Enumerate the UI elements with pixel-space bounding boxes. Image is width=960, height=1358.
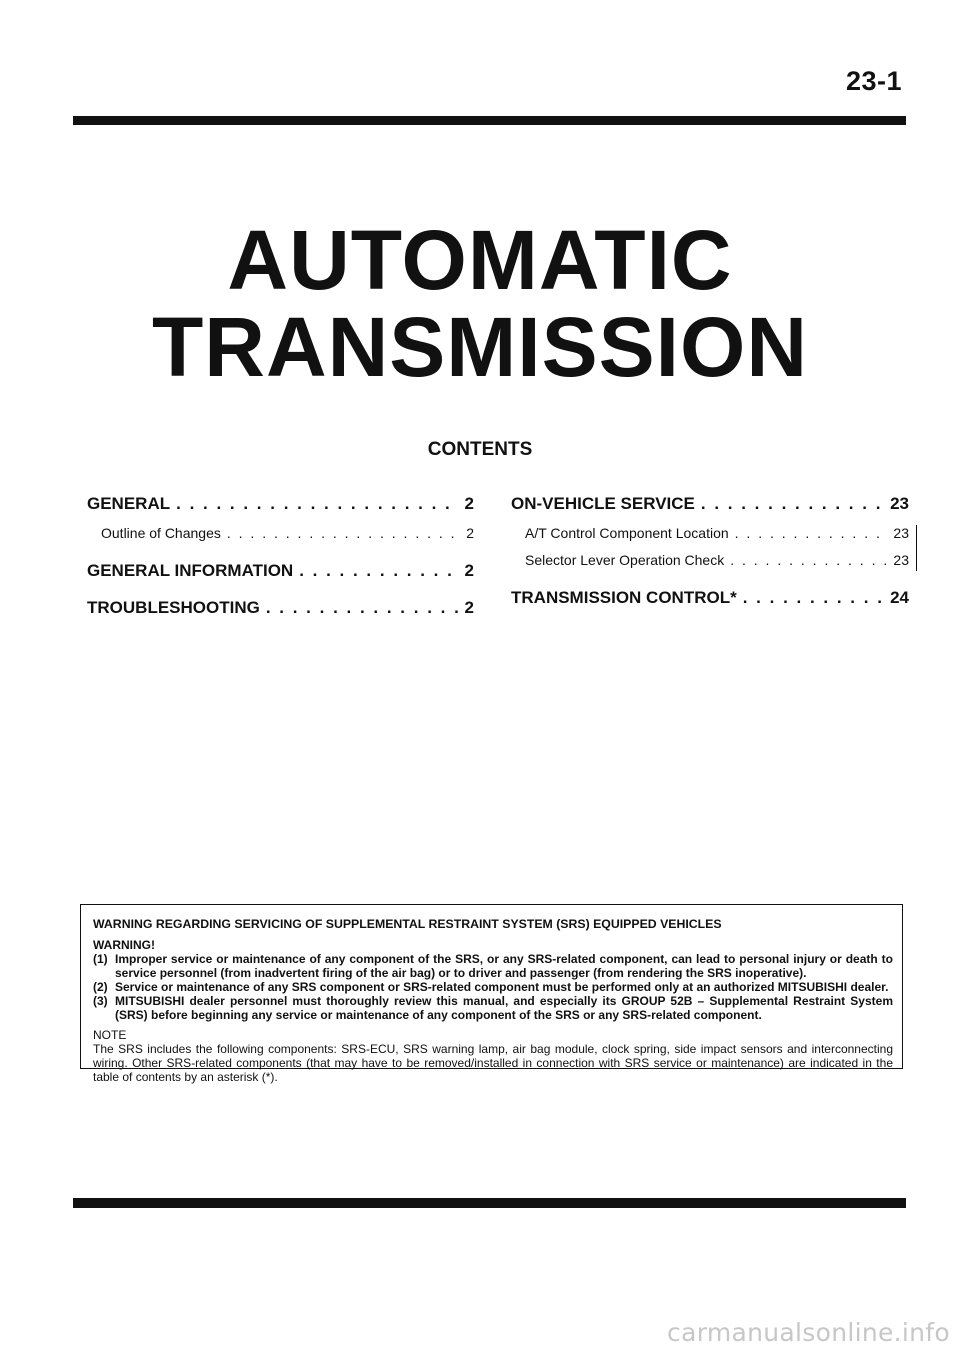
bottom-rule bbox=[73, 1198, 906, 1208]
toc-entry-label: TRANSMISSION CONTROL* bbox=[511, 588, 737, 607]
toc-leader-dots bbox=[730, 552, 887, 568]
watermark: carmanualsonline.info bbox=[667, 1318, 950, 1347]
warning-item-number: (3) bbox=[93, 994, 108, 1008]
toc-entry-label: GENERAL INFORMATION bbox=[87, 561, 294, 580]
title-line-1: AUTOMATIC bbox=[227, 213, 733, 307]
toc-entry-page: 23 bbox=[893, 552, 909, 568]
toc-leader-dots bbox=[299, 561, 458, 581]
warning-item-number: (2) bbox=[93, 980, 108, 994]
toc-entry-page: 2 bbox=[464, 494, 474, 513]
title-line-2: TRANSMISSION bbox=[151, 300, 809, 394]
toc-entry[interactable] bbox=[87, 525, 474, 541]
toc-leader-dots bbox=[227, 525, 460, 541]
toc-entry[interactable] bbox=[87, 561, 474, 581]
toc-entry-page: 2 bbox=[466, 525, 474, 541]
toc-bracket bbox=[916, 525, 923, 571]
toc-entry-page: 24 bbox=[890, 588, 909, 607]
page-number: 23-1 bbox=[845, 66, 902, 96]
toc-entry[interactable] bbox=[511, 552, 909, 568]
note-label: NOTE bbox=[93, 1028, 127, 1042]
warning-item bbox=[93, 952, 893, 980]
toc-entry-page: 2 bbox=[464, 561, 474, 580]
note-text: The SRS includes the following components: SRS-ECU, SRS warning lamp, air bag module, clock spring, side impact sensors and interconnecting wiring. Other SRS-related components (that may have to be removed/installed in connection with SRS service or maintenance) are indicated in the table of contents by an asterisk (*). bbox=[93, 1042, 893, 1084]
toc-entry-page: 23 bbox=[893, 525, 909, 541]
toc-leader-dots bbox=[266, 598, 459, 618]
toc-entry[interactable] bbox=[87, 494, 474, 514]
top-rule bbox=[73, 116, 906, 125]
toc-leader-dots bbox=[743, 588, 884, 608]
warning-item-text: Service or maintenance of any SRS component or SRS-related component must be performed only at an authorized MITSUBISHI dealer. bbox=[115, 980, 889, 994]
toc-entry[interactable] bbox=[511, 588, 909, 608]
warning-item bbox=[93, 980, 893, 994]
toc-entry[interactable] bbox=[87, 598, 474, 618]
contents-heading: CONTENTS bbox=[427, 439, 533, 460]
toc-entry-label: Selector Lever Operation Check bbox=[525, 552, 725, 568]
warning-item-text: MITSUBISHI dealer personnel must thoroughly review this manual, and especially its GROUP 52B – Supplemental Restraint System (SRS) before beginning any service or maintenance of any component of the SRS or any SRS-related component. bbox=[115, 994, 893, 1022]
warning-label: WARNING! bbox=[93, 938, 155, 952]
toc-entry[interactable] bbox=[511, 494, 909, 514]
warning-item bbox=[93, 994, 893, 1022]
warning-item-number: (1) bbox=[93, 952, 108, 966]
warning-title: WARNING REGARDING SERVICING OF SUPPLEMENTAL RESTRAINT SYSTEM (SRS) EQUIPPED VEHICLES bbox=[93, 917, 722, 931]
srs-warning-box bbox=[80, 904, 903, 1084]
toc-entry-label: TROUBLESHOOTING bbox=[87, 598, 260, 617]
toc-entry-label: ON-VEHICLE SERVICE bbox=[511, 494, 695, 513]
toc-entry-label: GENERAL bbox=[87, 494, 171, 513]
toc-entry-label: A/T Control Component Location bbox=[525, 525, 729, 541]
toc-entry-page: 23 bbox=[890, 494, 909, 513]
toc-entry-page: 2 bbox=[464, 598, 474, 617]
toc-entry-label: Outline of Changes bbox=[101, 525, 221, 541]
toc-leader-dots bbox=[701, 494, 884, 514]
toc-leader-dots bbox=[735, 525, 888, 541]
toc-leader-dots bbox=[176, 494, 458, 514]
toc-entry[interactable] bbox=[511, 525, 909, 541]
warning-item-text: Improper service or maintenance of any component of the SRS, or any SRS-related component, can lead to personal injury or death to service personnel (from inadvertent firing of the air bag) or to driver and passenger (from rendering the SRS inoperative). bbox=[115, 952, 893, 980]
